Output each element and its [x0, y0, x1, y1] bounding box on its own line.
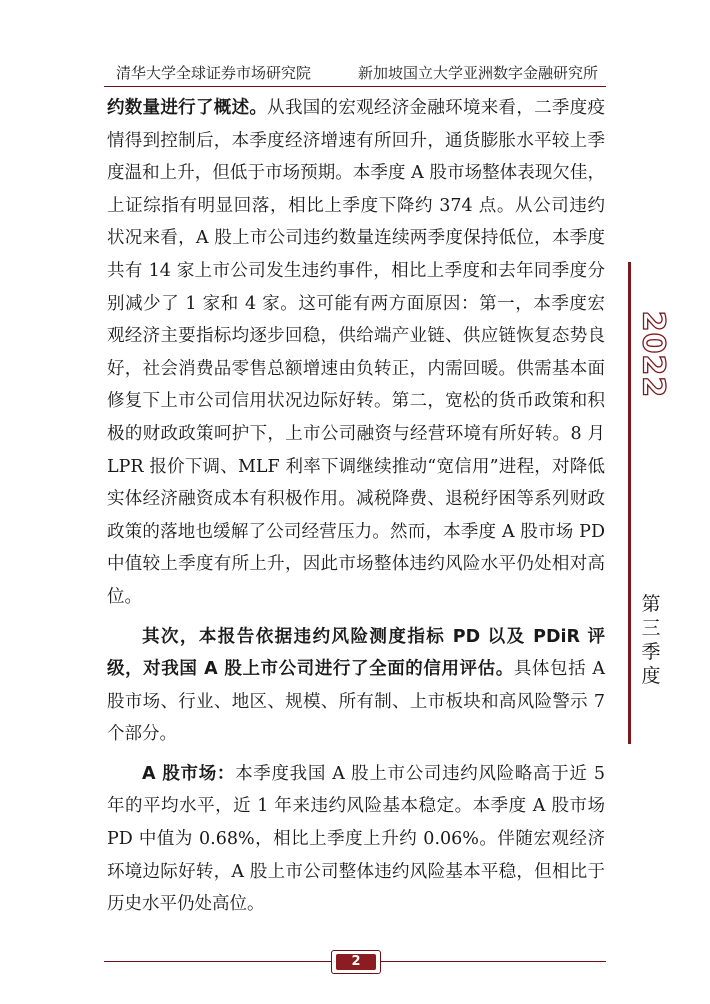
page-header [104, 58, 606, 84]
header-left-org: 清华大学全球证券市场研究院 [116, 64, 312, 82]
paragraph-overview-text: 从我国的宏观经济金融环境来看，二季度疫情得到控制后，本季度经济增速有所回升，通货膨胀水平较上季度温和上升，但低于市场预期。本季度 A 股市场整体表现欠佳，上证综指有明显回落，相比上季度下降约 374 点。从公司违约状况来看，A 股上市公司违约数量连续两季度保持低位，本季度共有 14 家上市公司发生违约事件，相比上季度和去年同季度分别减少了 1 家和 4 家。这可能有两方面原因：第一，本季度宏观经济主要指标均逐步回稳，供给端产业链、供应链恢复态势良好，社会消费品零售总额增速由负转正，内需回暖。供需基本面修复下上市公司信用状况边际好转。第二，宽松的货币政策和积极的财政政策呵护下，上市公司融资与经营环境有所好转。8 月 LPR 报价下调、MLF 利率下调继续推动“宽信用”进程，对降低实体经济融资成本有积极作用。减税降费、退税纾困等系列财政政策的落地也缓解了公司经营压力。然而，本季度 A 股市场 PD 中值较上季度有所上升，因此市场整体违约风险水平仍处相对高位。 [107, 98, 606, 607]
side-vertical-rule [628, 262, 631, 744]
paragraph-credit-assessment-lead: 其次，本报告依据违约风险测度指标 PD 以及 PDiR 评级，对我国 A 股上市公司进行了全面的信用评估。 [107, 626, 605, 680]
page-number-badge [331, 950, 381, 974]
side-quarter-label: 第三季度 [641, 593, 661, 687]
page-number: 2 [336, 954, 376, 970]
paragraph-a-share-market [107, 758, 605, 921]
paragraph-credit-assessment-text: 具体包括 A 股市场、行业、地区、规模、所有制、上市板块和高风险警示 7 个部分。 [107, 659, 606, 745]
side-year-label [633, 310, 673, 398]
paragraph-overview [107, 92, 605, 614]
paragraph-overview-lead: 约数量进行了概述。 [107, 98, 268, 118]
paragraph-a-share-market-text: 本季度我国 A 股上市公司违约风险略高于近 5 年的平均水平，近 1 年来违约风险基本稳定。本季度 A 股市场 PD 中值为 0.68%，相比上季度上升约 0.06%。伴随宏观经济环境边际好转，A 股上市公司整体违约风险基本平稳，但相比于历史水平仍处高位。 [107, 763, 605, 915]
header-right-org: 新加坡国立大学亚洲数字金融研究所 [357, 64, 598, 82]
header-divider [104, 86, 606, 87]
paragraph-a-share-market-lead: A 股市场： [142, 763, 236, 784]
side-year-text: 2022 [635, 310, 671, 398]
paragraph-credit-assessment [107, 621, 605, 751]
main-body-text [107, 92, 605, 921]
